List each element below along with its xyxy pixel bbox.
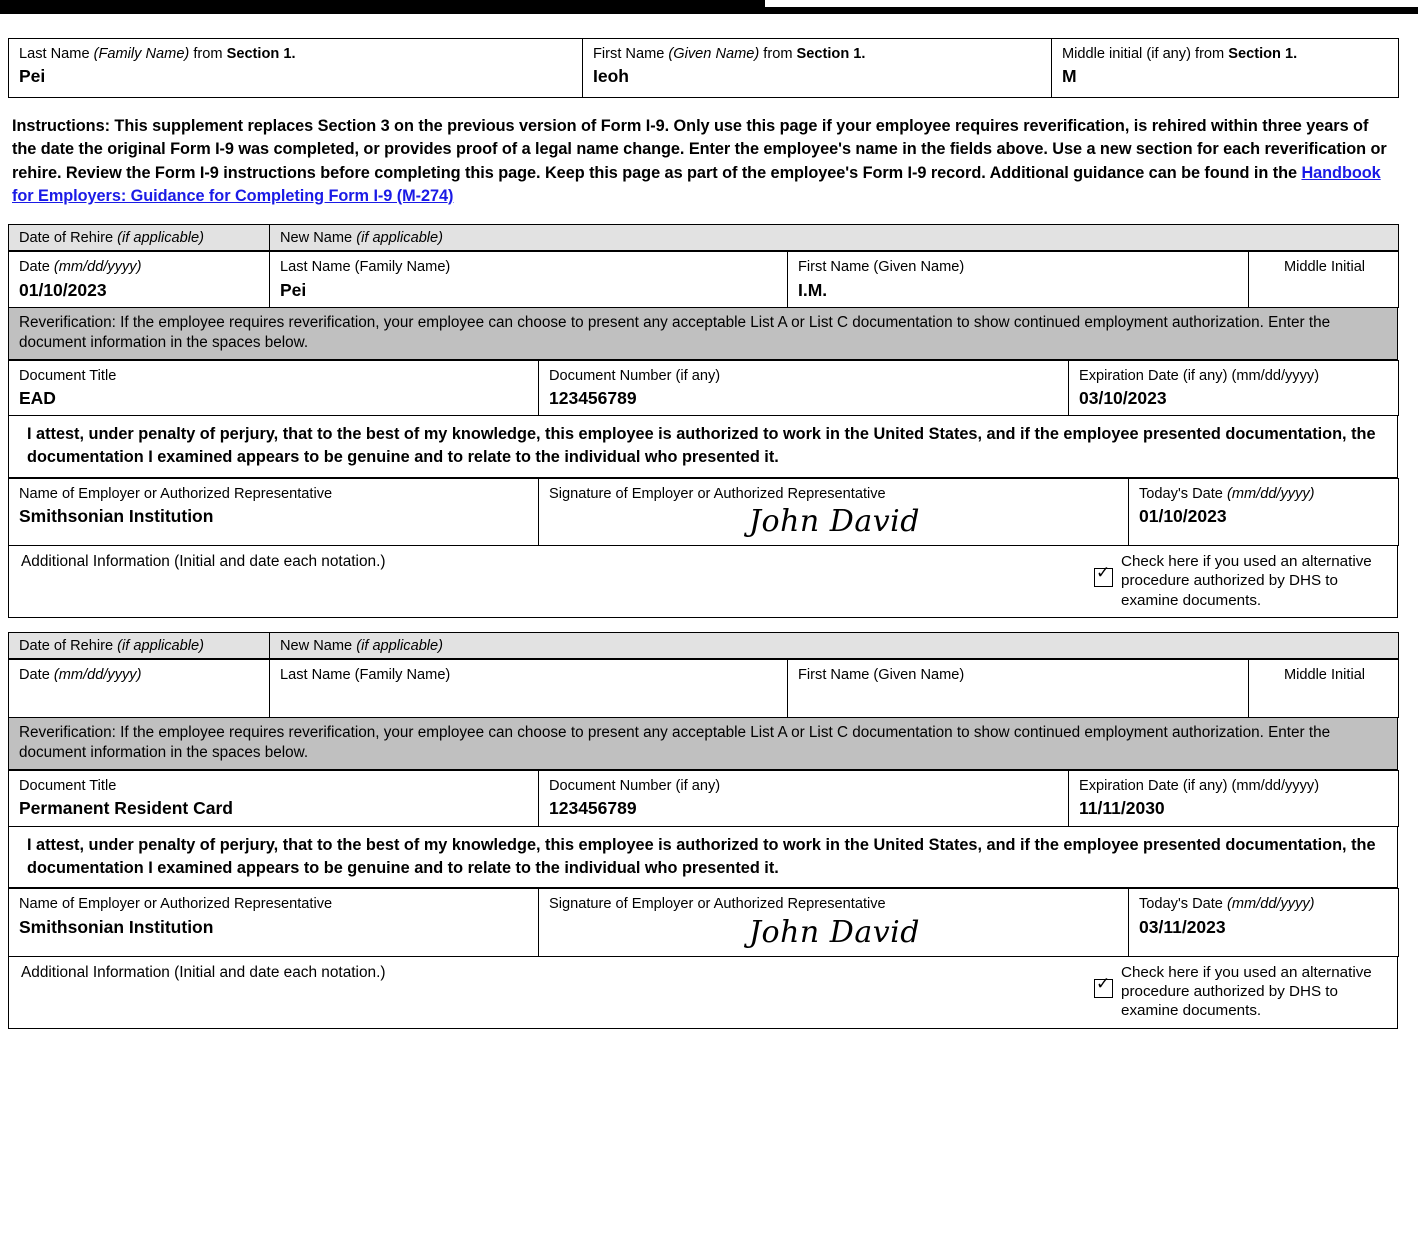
document-number-value-1[interactable]: 123456789 [549, 387, 637, 408]
new-last-name-label-1: Last Name (Family Name) [280, 259, 451, 276]
additional-information-label-1: Additional Information (Initial and date each notation.) [21, 553, 386, 570]
new-middle-initial-label-2: Middle Initial [1283, 667, 1366, 684]
document-number-value-2[interactable]: 123456789 [549, 798, 637, 819]
todays-date-label-1: Today's Date (mm/dd/yyyy) [1139, 485, 1315, 502]
employer-fields-1 [8, 478, 1399, 546]
employer-name-value-2[interactable]: Smithsonian Institution [19, 916, 214, 937]
todays-date-cell-2[interactable] [1129, 889, 1399, 956]
new-first-name-cell-2[interactable] [788, 660, 1249, 718]
employer-name-cell-1[interactable] [9, 478, 539, 545]
new-middle-initial-label-1: Middle Initial [1283, 259, 1366, 276]
new-last-name-value-2[interactable] [280, 688, 779, 710]
alternative-procedure-label-1: Check here if you used an alternative procedure authorized by DHS to examine documents. [1121, 553, 1372, 609]
new-middle-initial-value-2[interactable] [1259, 688, 1390, 710]
page-top-bar-gap [765, 0, 1418, 7]
date-of-rehire-header-2: Date of Rehire (if applicable) [9, 633, 270, 659]
employer-name-cell-2[interactable] [9, 889, 539, 956]
new-last-name-cell-1[interactable] [270, 252, 788, 307]
employer-signature-label-2: Signature of Employer or Authorized Representative [549, 896, 886, 913]
alternative-procedure-group-2[interactable] [1094, 963, 1389, 1021]
last-name-cell[interactable] [9, 39, 583, 98]
employer-signature-cell-1[interactable] [539, 478, 1129, 545]
new-name-header-2: New Name (if applicable) [270, 633, 1399, 659]
new-last-name-cell-2[interactable] [270, 660, 788, 718]
employee-name-header [8, 38, 1399, 98]
rehire-band-1 [8, 224, 1399, 251]
employer-signature-value-1[interactable]: John David [749, 504, 920, 539]
document-title-label-2: Document Title [19, 778, 117, 795]
reverification-section-2 [8, 632, 1398, 1029]
rehire-fields-1 [8, 251, 1399, 307]
new-last-name-label-2: Last Name (Family Name) [280, 667, 451, 684]
todays-date-label-2: Today's Date (mm/dd/yyyy) [1139, 896, 1315, 913]
rehire-fields-2 [8, 659, 1399, 718]
rehire-date-label-2: Date (mm/dd/yyyy) [19, 667, 142, 684]
rehire-date-value-2[interactable] [19, 688, 261, 710]
additional-information-cell-2[interactable] [8, 957, 1398, 1029]
attestation-text-2: I attest, under penalty of perjury, that to the best of my knowledge, this employee is authorized to work in the United States, and if the employee presented documentation, the documentation I examined appears to be genuine and to relate to the individual who presented it. [8, 827, 1398, 889]
document-title-label-1: Document Title [19, 367, 117, 384]
last-name-label: Last Name (Family Name) from Section 1. [19, 46, 296, 62]
additional-information-cell-1[interactable] [8, 546, 1398, 618]
instructions-text: Instructions: This supplement replaces Section 3 on the previous version of Form I-9. Only use this page if your employee requires reverification, is rehired within three years of the date the original Form I-9 was completed, or provides proof of a legal name change. Enter the employee's name in the fields above. Use a new section for each reverification or rehire. Review the Form I-9 instructions before completing this page. Keep this page as part of the employee's Form I-9 record. Additional guidance can be found in the [12, 117, 1387, 182]
handbook-m274-link[interactable]: Handbook for Employers: Guidance for Completing Form I-9 (M-274) [12, 163, 1381, 205]
instructions-paragraph [12, 115, 1396, 208]
rehire-date-label-1: Date (mm/dd/yyyy) [19, 259, 142, 276]
first-name-cell[interactable] [583, 39, 1052, 98]
employer-name-label-2: Name of Employer or Authorized Representative [19, 896, 333, 913]
expiration-date-value-2[interactable]: 11/11/2030 [1079, 798, 1165, 819]
new-first-name-label-1: First Name (Given Name) [798, 259, 965, 276]
first-name-value[interactable]: Ieoh [593, 66, 629, 87]
employer-name-value-1[interactable]: Smithsonian Institution [19, 506, 214, 526]
expiration-date-label-2: Expiration Date (if any) (mm/dd/yyyy) [1079, 778, 1320, 795]
alternative-procedure-checkbox-1[interactable] [1094, 568, 1113, 587]
employer-signature-cell-2[interactable] [539, 889, 1129, 956]
reverification-section-1 [8, 224, 1398, 618]
date-of-rehire-header-1: Date of Rehire (if applicable) [9, 225, 270, 251]
alternative-procedure-label-2: Check here if you used an alternative procedure authorized by DHS to examine documents. [1121, 963, 1372, 1020]
expiration-date-value-1[interactable]: 03/10/2023 [1079, 387, 1167, 408]
reverification-band-2: Reverification: If the employee requires reverification, your employee can choose to present any acceptable List A or List C documentation to show continued employment authorization. Enter the document information in the spaces below. [8, 718, 1398, 770]
middle-initial-cell[interactable] [1052, 39, 1399, 98]
document-title-value-1[interactable]: EAD [19, 387, 56, 408]
document-fields-2 [8, 770, 1399, 826]
document-title-value-2[interactable]: Permanent Resident Card [19, 798, 233, 819]
expiration-date-cell-1[interactable] [1069, 360, 1399, 415]
additional-information-label-2: Additional Information (Initial and date each notation.) [21, 963, 386, 981]
expiration-date-label-1: Expiration Date (if any) (mm/dd/yyyy) [1079, 367, 1320, 384]
document-fields-1 [8, 360, 1399, 416]
new-first-name-value-1[interactable]: I.M. [798, 279, 828, 300]
employer-name-label-1: Name of Employer or Authorized Representative [19, 485, 333, 502]
document-title-cell-1[interactable] [9, 360, 539, 415]
new-middle-initial-cell-2[interactable] [1249, 660, 1399, 718]
new-first-name-label-2: First Name (Given Name) [798, 667, 965, 684]
new-middle-initial-cell-1[interactable] [1249, 252, 1399, 307]
alternative-procedure-group-1[interactable] [1094, 552, 1389, 610]
rehire-band-2 [8, 632, 1399, 659]
rehire-date-cell-1[interactable] [9, 252, 270, 307]
employer-signature-label-1: Signature of Employer or Authorized Representative [549, 485, 886, 502]
document-number-cell-1[interactable] [539, 360, 1069, 415]
todays-date-value-1[interactable]: 01/10/2023 [1139, 506, 1227, 526]
alternative-procedure-checkbox-2[interactable] [1094, 979, 1113, 998]
document-number-cell-2[interactable] [539, 771, 1069, 826]
middle-initial-value[interactable]: M [1062, 66, 1077, 87]
new-last-name-value-1[interactable]: Pei [280, 279, 307, 300]
employer-fields-2 [8, 888, 1399, 956]
todays-date-cell-1[interactable] [1129, 478, 1399, 545]
new-first-name-value-2[interactable] [798, 688, 1240, 710]
todays-date-value-2[interactable]: 03/11/2023 [1139, 916, 1226, 937]
new-name-header-1: New Name (if applicable) [270, 225, 1399, 251]
expiration-date-cell-2[interactable] [1069, 771, 1399, 826]
rehire-date-cell-2[interactable] [9, 660, 270, 718]
form-content [8, 38, 1398, 1043]
new-first-name-cell-1[interactable] [788, 252, 1249, 307]
document-number-label-2: Document Number (if any) [549, 778, 721, 795]
document-title-cell-2[interactable] [9, 771, 539, 826]
employer-signature-value-2[interactable]: John David [749, 914, 920, 950]
reverification-band-1: Reverification: If the employee requires reverification, your employee can choose to present any acceptable List A or List C documentation to show continued employment authorization. Enter the document information in the spaces below. [8, 308, 1398, 360]
attestation-text-1: I attest, under penalty of perjury, that to the best of my knowledge, this employee is authorized to work in the United States, and if the employee presented documentation, the documentation I examined appears to be genuine and to relate to the individual who presented it. [8, 416, 1398, 478]
document-number-label-1: Document Number (if any) [549, 367, 721, 384]
rehire-date-value-1[interactable]: 01/10/2023 [19, 279, 107, 300]
middle-initial-label: Middle initial (if any) from Section 1. [1062, 46, 1298, 62]
last-name-value[interactable]: Pei [19, 66, 46, 87]
first-name-label: First Name (Given Name) from Section 1. [593, 46, 866, 62]
